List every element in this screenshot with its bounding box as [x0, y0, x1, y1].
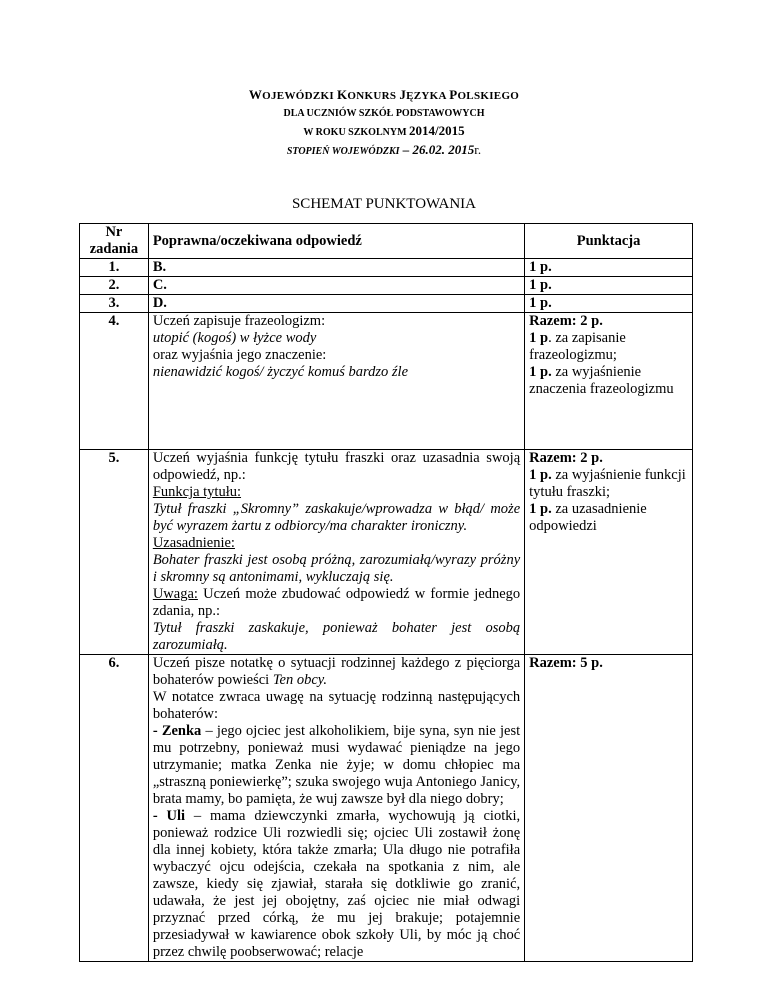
- points-total: Razem: 2 p.: [529, 313, 603, 329]
- answer-line: W notatce zwraca uwagę na sytuację rodzinną następujących bohaterów:: [152, 689, 521, 722]
- points-cell: [525, 313, 693, 450]
- document-header: [0, 86, 768, 160]
- school-year: W ROKU SZKOLNYM 2014/2015: [303, 123, 465, 138]
- points-cell: 1 p.: [525, 277, 693, 295]
- answer-cell: [148, 313, 524, 450]
- task-number: 1.: [80, 259, 149, 277]
- contest-title: WOJEWÓDZKI KONKURS JĘZYKA POLSKIEGO: [248, 87, 520, 102]
- points-item: 1 p. za zapisanie frazeologizmu;: [529, 330, 626, 363]
- answer-line: nienawidzić kogoś/ życzyć komuś bardzo źle: [152, 364, 408, 380]
- answer-line: Bohater fraszki jest osobą próżną, zarozumiałą/wyrazy próżny i skromny są antonimami, wykluczają się.: [152, 552, 521, 585]
- answer-line: Uczeń zapisuje frazeologizm:: [152, 313, 326, 329]
- table-row-1: [80, 259, 693, 277]
- answer-cell: C.: [148, 277, 524, 295]
- table-header-row: [80, 224, 693, 259]
- contest-stage-date: STOPIEŃ WOJEWÓDZKI – 26.02. 2015r.: [286, 142, 482, 157]
- answer-line: Tytuł fraszki „Skromny” zaskakuje/wprowadza w błąd/ może być wyrazem żartu z odbiorcy/ma charakter ironiczny.: [152, 501, 521, 534]
- points-total: Razem: 2 p.: [529, 450, 603, 466]
- points-item: 1 p. za wyjaśnienie znaczenia frazeologizmu: [529, 364, 674, 397]
- task-number: 4.: [80, 313, 149, 450]
- answer-cell: [148, 450, 524, 655]
- answer-cell: [148, 655, 524, 962]
- answer-cell: D.: [148, 295, 524, 313]
- answer-line: Uzasadnienie:: [152, 535, 235, 551]
- table-row-5: [80, 450, 693, 655]
- table-row-4: [80, 313, 693, 450]
- answer-line: Uwaga: Uczeń może zbudować odpowiedź w formie jednego zdania, np.:: [152, 586, 521, 619]
- scoring-table: [79, 223, 693, 962]
- answer-line: utopić (kogoś) w łyżce wody: [152, 330, 317, 346]
- header-points: Punktacja: [525, 224, 693, 259]
- points-item: 1 p. za uzasadnienie odpowiedzi: [529, 501, 647, 534]
- points-total: Razem: 5 p.: [529, 655, 603, 671]
- header-answer: Poprawna/oczekiwana odpowiedź: [148, 224, 524, 259]
- answer-cell: B.: [148, 259, 524, 277]
- answer-line: Uczeń wyjaśnia funkcję tytułu fraszki oraz uzasadnia swoją odpowiedź, np.:: [152, 450, 521, 483]
- answer-line: oraz wyjaśnia jego znaczenie:: [152, 347, 327, 363]
- table-row-6: [80, 655, 693, 962]
- answer-line: Funkcja tytułu:: [152, 484, 242, 500]
- points-item: 1 p. za wyjaśnienie funkcji tytułu fraszki;: [529, 467, 686, 500]
- points-cell: [525, 655, 693, 962]
- table-row-2: [80, 277, 693, 295]
- task-number: 6.: [80, 655, 149, 962]
- answer-line: - Zenka – jego ojciec jest alkoholikiem, bije syna, syn nie jest mu potrzebny, ponieważ musi wydawać pieniądze na jego utrzymanie; matka Zenka nie żyje; w domu chłopiec ma „straszną poniewierkę”; szuka swojego wuja Antoniego Janicy, brata mamy, bo pamięta, że wuj zawsze był dla niego dobry;: [152, 723, 521, 807]
- table-row-3: [80, 295, 693, 313]
- answer-line: Uczeń pisze notatkę o sytuacji rodzinnej każdego z pięciorga bohaterów powieści Ten obcy.: [152, 655, 521, 688]
- points-cell: 1 p.: [525, 295, 693, 313]
- points-cell: 1 p.: [525, 259, 693, 277]
- header-nr: Nr zadania: [80, 224, 149, 259]
- points-cell: [525, 450, 693, 655]
- schema-title: SCHEMAT PUNKTOWANIA: [291, 196, 477, 212]
- answer-line: Tytuł fraszki zaskakuje, ponieważ bohater jest osobą zarozumiałą.: [152, 620, 521, 653]
- task-number: 5.: [80, 450, 149, 655]
- answer-line: - Uli – mama dziewczynki zmarła, wychowują ją ciotki, ponieważ rodzice Uli rozwiedli się; ojciec Uli zostawił żonę dla innej kobiety, która także zmarła; Ula długo nie potrafiła wybaczyć ojcu odejścia, czekała na spotkania z nim, ale zawsze, kiedy się zjawiał, starała się dotkliwie go zranić, udawała, że jest jej obojętny, zaś ojciec nie miał odwagi przyznać przed córką, że mu jej brakuje; potajemnie przesiadywał w kawiarence obok szkoły Uli, by móc ją choć przez chwilę poobserwować; relacje: [152, 808, 521, 960]
- task-number: 2.: [80, 277, 149, 295]
- contest-audience: DLA UCZNIÓW SZKÓŁ PODSTAWOWYCH: [283, 108, 485, 119]
- task-number: 3.: [80, 295, 149, 313]
